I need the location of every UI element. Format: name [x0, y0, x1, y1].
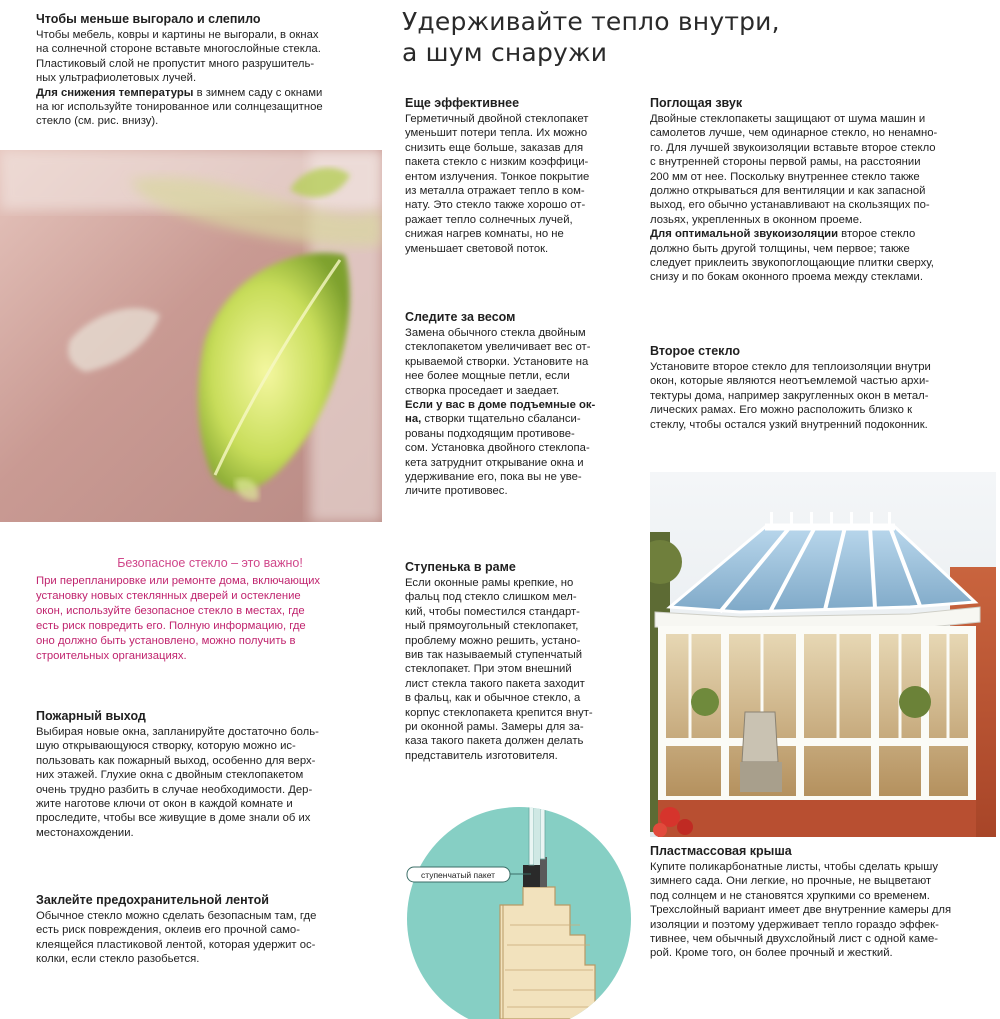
sound-line-6: выход, его обычно устанавливают на скользящих по-: [650, 199, 930, 212]
second-line-1: окон, которые являются неотъемлемой частью архи-: [650, 375, 930, 388]
safe-glass-line-5: строительных организациях.: [36, 650, 187, 662]
section-heading: Пластмассовая крыша: [650, 844, 792, 858]
step-line-0: Если оконные рамы крепкие, но: [405, 577, 574, 589]
sound-bold-lead: Для оптимальной звукоизоляции: [650, 228, 839, 241]
fade-line-2: Пластиковый слой не пропустит много разрушитель-: [36, 57, 315, 70]
weight-lead: [405, 412, 630, 426]
step-line-9: корпус стеклопакета крепится внут-: [405, 706, 593, 719]
second-line-4: стеклу, чтобы остался узкий внутренний подоконник.: [650, 418, 928, 431]
sound-line-5: должно открываться для вентиляции и как запасной: [650, 185, 926, 198]
eff-line-4: ентом излучения. Тонкое покрытие: [405, 170, 590, 183]
section-heading: Следите за весом: [405, 310, 516, 324]
weight-line-4: створка проседает и заедает.: [405, 384, 560, 397]
eff-line-2: снизить еще больше, заказав для: [405, 141, 584, 154]
sound-line-2: го. Для лучшей звукоизоляции вставьте второе стекло: [650, 141, 936, 154]
fire-line-4: очень трудно разбить в случае необходимости. Дер-: [36, 783, 313, 796]
step-line-12: представитель изготовителя.: [405, 749, 558, 762]
section-heading: Пожарный выход: [36, 709, 146, 723]
section-heading: Второе стекло: [650, 344, 740, 358]
step-line-6: стеклопакет. При этом внешний: [405, 663, 572, 676]
eff-line-5: из металла отражает тепло в ком-: [405, 185, 585, 198]
fire-line-2: пользовать как пожарный выход, особенно для верх-: [36, 754, 316, 767]
eff-line-1: уменьшит потери тепла. Их можно: [405, 127, 588, 140]
sound-line-3: с внутренней стороны первой рамы, на расстоянии: [650, 156, 921, 169]
step-line-1: фальц под стекло слишком мел-: [405, 591, 577, 604]
weight-line2-4: личите противовес.: [405, 485, 508, 498]
weight-line2-2: кета затруднит открывание окна и: [405, 456, 584, 469]
step-line-5: вив так называемый ступенчатый: [405, 649, 583, 662]
safe-glass-line-3: есть риск повредить его. Полную информацию, где: [36, 620, 306, 632]
step-line-11: каза такого пакета должен делать: [405, 735, 584, 748]
fade-bold-lead: Для снижения температуры: [36, 86, 194, 99]
weight-bold-line-0: Если у вас в доме подъемные ок-: [405, 399, 596, 412]
weight-line-1: стеклопакетом увеличивает вес от-: [405, 341, 591, 354]
stepped-glazing-diagram: [395, 795, 643, 1019]
fade-line-3: ных ультрафиолетовых лучей.: [36, 72, 197, 85]
sound-line-7: лозьях, укрепленных в оконном проеме.: [650, 213, 863, 226]
safe-glass-heading: Безопасное стекло – это важно!: [117, 556, 303, 570]
section-heading: Чтобы меньше выгорало и слепило: [36, 12, 261, 26]
roof-line-4: изоляции и поэтому удерживает тепло гораздо эффек-: [650, 918, 939, 931]
sound-line2-2: снизу и по бокам оконного проема между стеклами.: [650, 271, 923, 284]
second-line-3: лических рамах. Его можно расположить близко к: [650, 404, 913, 417]
section-sound: [650, 96, 995, 285]
sound-line2-0: должно быть другой толщины, чем первое; также: [650, 242, 910, 255]
sound-line-4: 200 мм от нее. Поскольку внутреннее стекло также: [650, 170, 920, 183]
section-heading: Заклейте предохранительной лентой: [36, 893, 269, 907]
conservatory-photo: [650, 472, 996, 837]
weight-lead-rest: створки тщательно сбаланси-: [421, 413, 581, 426]
section-fade: [36, 12, 381, 129]
page-title-line-2: а шум снаружи: [402, 38, 608, 67]
tape-line-2: клеящейся пластиковой лентой, которая удержит ос-: [36, 938, 316, 951]
step-line-3: ный прямоугольный стеклопакет,: [405, 620, 579, 633]
sound-line-0: Двойные стеклопакеты защищают от шума машин и: [650, 113, 926, 125]
fade-lead: [36, 86, 381, 100]
safe-glass-line-1: установку новых стеклянных дверей и остекление: [36, 590, 301, 602]
fire-line-1: шую открывающуюся створку, которую можно ис-: [36, 740, 296, 753]
weight-line-2: крываемой створки. Установите на: [405, 355, 589, 368]
safe-glass-line-2: окон, используйте безопасное стекло в местах, где: [36, 605, 305, 617]
fire-line-7: местонахождении.: [36, 826, 134, 839]
second-line-0: Установите второе стекло для теплоизоляции внутри: [650, 361, 931, 373]
eff-line-7: ражает тепло солнечных лучей,: [405, 213, 573, 226]
section-weight: [405, 310, 630, 499]
step-line-4: проблему можно решить, устано-: [405, 634, 581, 647]
sound-line2-1: следует приклеить звукопоглощающие плитки сверху,: [650, 257, 934, 270]
roof-line-2: под солнцем и не становятся хрупкими со временем.: [650, 889, 930, 902]
tape-line-3: колки, если стекло разобьется.: [36, 953, 200, 966]
safe-glass-line-4: оно должно быть установлено, можно получить в: [36, 635, 296, 647]
leaf-photo: [0, 150, 382, 522]
roof-line-5: тивнее, чем обычный двухслойный лист с одной камe-: [650, 933, 939, 946]
eff-line-6: нату. Это стекло также хорошо от-: [405, 199, 586, 212]
eff-line-8: снижая нагрев комнаты, но не: [405, 228, 564, 241]
fade-line-1: на солнечной стороне вставьте многослойные стекла.: [36, 43, 321, 56]
fire-line-6: проследите, чтобы все живущие в доме знали об их: [36, 812, 311, 825]
fade-line2-1: стекло (см. рис. внизу).: [36, 115, 159, 128]
section-fire-exit: [36, 709, 381, 840]
fire-line-5: жите наготове ключи от окон в каждой комнате и: [36, 798, 293, 811]
weight-line2-0: рованы подходящим противове-: [405, 427, 575, 440]
roof-line-0: Купите поликарбонатные листы, чтобы сделать крышу: [650, 861, 939, 873]
section-tape: [36, 893, 381, 967]
eff-line-9: уменьшает световой поток.: [405, 242, 549, 255]
section-safe-glass: [36, 556, 384, 664]
fade-line2-0: на юг используйте тонированное или солнцезащитное: [36, 101, 323, 114]
sound-lead: [650, 227, 995, 241]
step-line-8: в фальц, как и обычное стекло, а: [405, 692, 581, 705]
sound-lead-rest: второе стекло: [838, 228, 916, 241]
page-title-line-1: Удерживайте тепло внутри,: [402, 7, 780, 36]
step-line-7: лист стекла такого пакета заходит: [405, 677, 585, 690]
section-roof: [650, 844, 995, 961]
roof-line-3: Трехслойный вариант имеет две внутренние камеры для: [650, 904, 952, 917]
weight-line2-3: удерживание его, пока вы не уве-: [405, 471, 582, 484]
tape-line-1: есть риск повреждения, оклеив его прочной само-: [36, 924, 300, 937]
tape-line-0: Обычное стекло можно сделать безопасным там, где: [36, 910, 317, 922]
eff-line-0: Герметичный двойной стеклопакет: [405, 113, 589, 125]
eff-line-3: пакета стекло с низким коэффици-: [405, 156, 589, 169]
section-heading: Еще эффективнее: [405, 96, 520, 110]
section-heading: Поглощая звук: [650, 96, 743, 110]
second-line-2: тектуры дома, например закругленных окон в метал-: [650, 389, 929, 402]
section-step: [405, 560, 635, 763]
fade-line-0: Чтобы мебель, ковры и картины не выгорали, в окнах: [36, 29, 319, 41]
safe-glass-line-0: При перепланировке или ремонте дома, включающих: [36, 575, 321, 587]
section-heading: Ступенька в раме: [405, 560, 516, 574]
step-line-10: ри оконной рамы. Замеры для за-: [405, 721, 584, 734]
roof-line-6: рой. Кроме того, он более прочный и жесткий.: [650, 947, 893, 960]
roof-line-1: зимнего сада. Они легкие, но прочные, не выцветают: [650, 875, 932, 888]
fade-lead-rest: в зимнем саду с окнами: [193, 86, 323, 99]
weight-line-3: нее более мощные петли, если: [405, 370, 570, 383]
step-line-2: кий, чтобы поместился стандарт-: [405, 605, 580, 618]
sound-line-1: самолетов лучше, чем одинарное стекло, но ненамно-: [650, 127, 938, 140]
page-title: [402, 6, 780, 68]
section-efficient: [405, 96, 630, 256]
section-second-glass: [650, 344, 995, 432]
weight-line-0: Замена обычного стекла двойным: [405, 327, 586, 339]
fire-line-0: Выбирая новые окна, запланируйте достаточно боль-: [36, 726, 319, 738]
fire-line-3: них этажей. Глухие окна с двойным стеклопакетом: [36, 769, 304, 782]
weight-line2-1: сом. Установка двойного стеклопа-: [405, 442, 590, 455]
weight-bold-line-1: на,: [405, 413, 422, 426]
diagram-label: ступенчатый пакет: [420, 870, 496, 880]
